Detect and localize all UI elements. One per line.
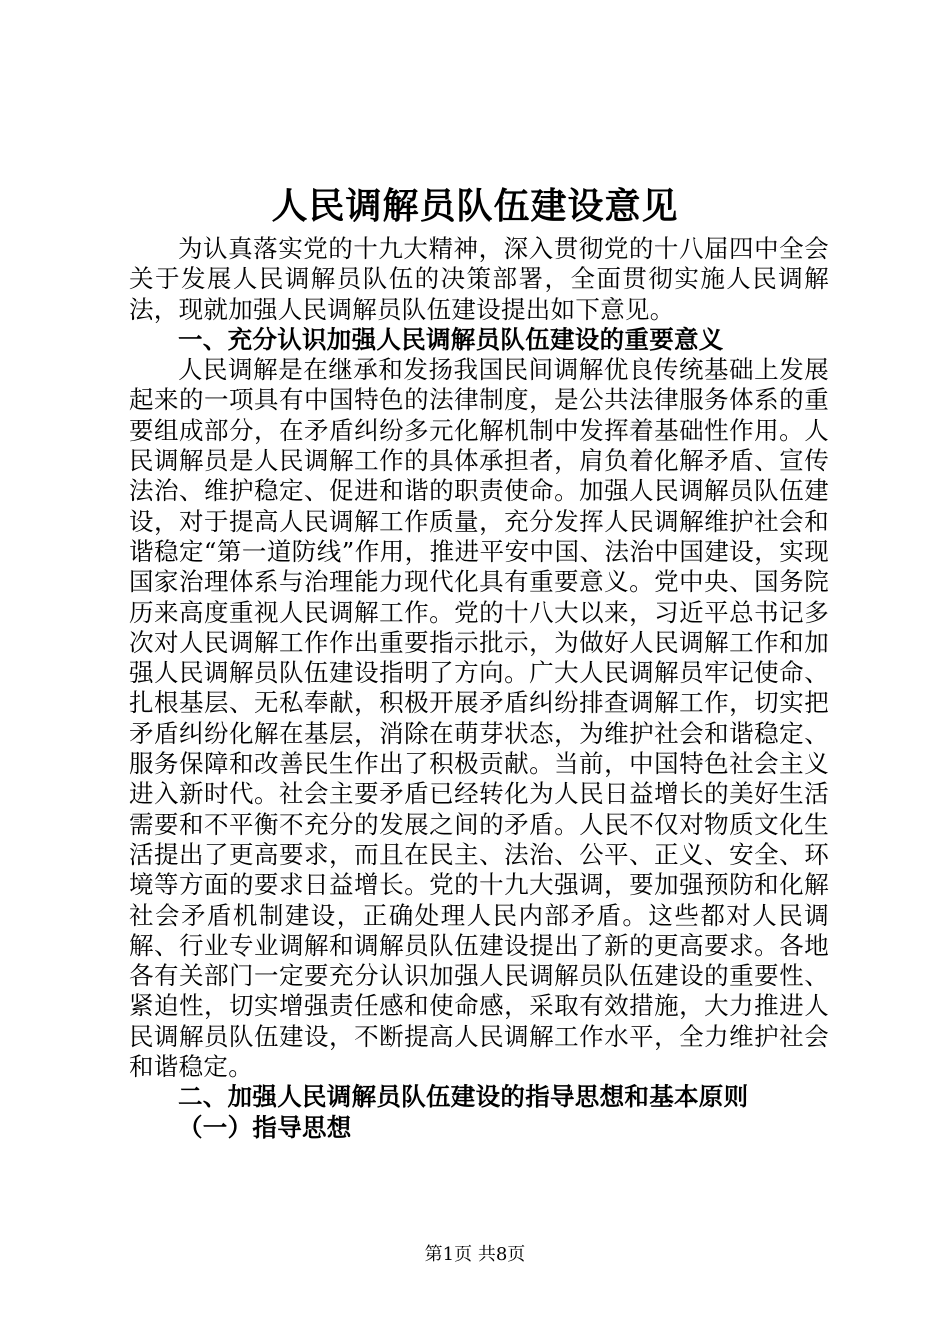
section-1-paragraph: 人民调解是在继承和发扬我国民间调解优良传统基础上发展起来的一项具有中国特色的法律制度，是公共法律服务体系的重要组成部分，在矛盾纠纷多元化解机制中发挥着基础性作用。人民调解员是人民调解工作的具体承担者，肩负着化解矛盾、宣传法治、维护稳定、促进和谐的职责使命。加强人民调解员队伍建设，对于提高人民调解工作质量，充分发挥人民调解维护社会和谐稳定“第一道防线”作用，推进平安中国、法治中国建设，实现国家治理体系与治理能力现代化具有重要意义。党中央、国务院历来高度重视人民调解工作。党的十八大以来，习近平总书记多次对人民调解工作作出重要指示批示，为做好人民调解工作和加强人民调解员队伍建设指明了方向。广大人民调解员牢记使命、扎根基层、无私奉献，积极开展矛盾纠纷排查调解工作，切实把矛盾纠纷化解在基层，消除在萌芽状态，为维护社会和谐稳定、服务保障和改善民生作出了积极贡献。当前，中国特色社会主义进入新时代。社会主要矛盾已经转化为人民日益增长的美好生活需要和不平衡不充分的发展之间的矛盾。人民不仅对物质文化生活提出了更高要求，而且在民主、法治、公平、正义、安全、环境等方面的要求日益增长。党的十九大强调，要加强预防和化解社会矛盾机制建设，正确处理人民内部矛盾。这些都对人民调解、行业专业调解和调解员队伍建设提出了新的更高要求。各地各有关部门一定要充分认识加强人民调解员队伍建设的重要性、紧迫性，切实增强责任感和使命感，采取有效措施，大力推进人民调解员队伍建设，不断提高人民调解工作水平，全力维护社会和谐稳定。 [129, 355, 829, 1082]
page-number-footer: 第1页 共8页 [424, 1244, 526, 1265]
section-1-heading: 一、充分认识加强人民调解员队伍建设的重要意义 [178, 324, 724, 354]
section-2-heading: 二、加强人民调解员队伍建设的指导思想和基本原则 [178, 1082, 749, 1112]
intro-paragraph: 为认真落实党的十九大精神，深入贯彻党的十八届四中全会关于发展人民调解员队伍的决策部署，全面贯彻实施人民调解法，现就加强人民调解员队伍建设提出如下意见。 [129, 234, 829, 324]
subsection-1-heading: （一）指导思想 [178, 1112, 352, 1142]
document-title: 人民调解员队伍建设意见 [271, 185, 679, 227]
document-body [129, 234, 829, 1143]
